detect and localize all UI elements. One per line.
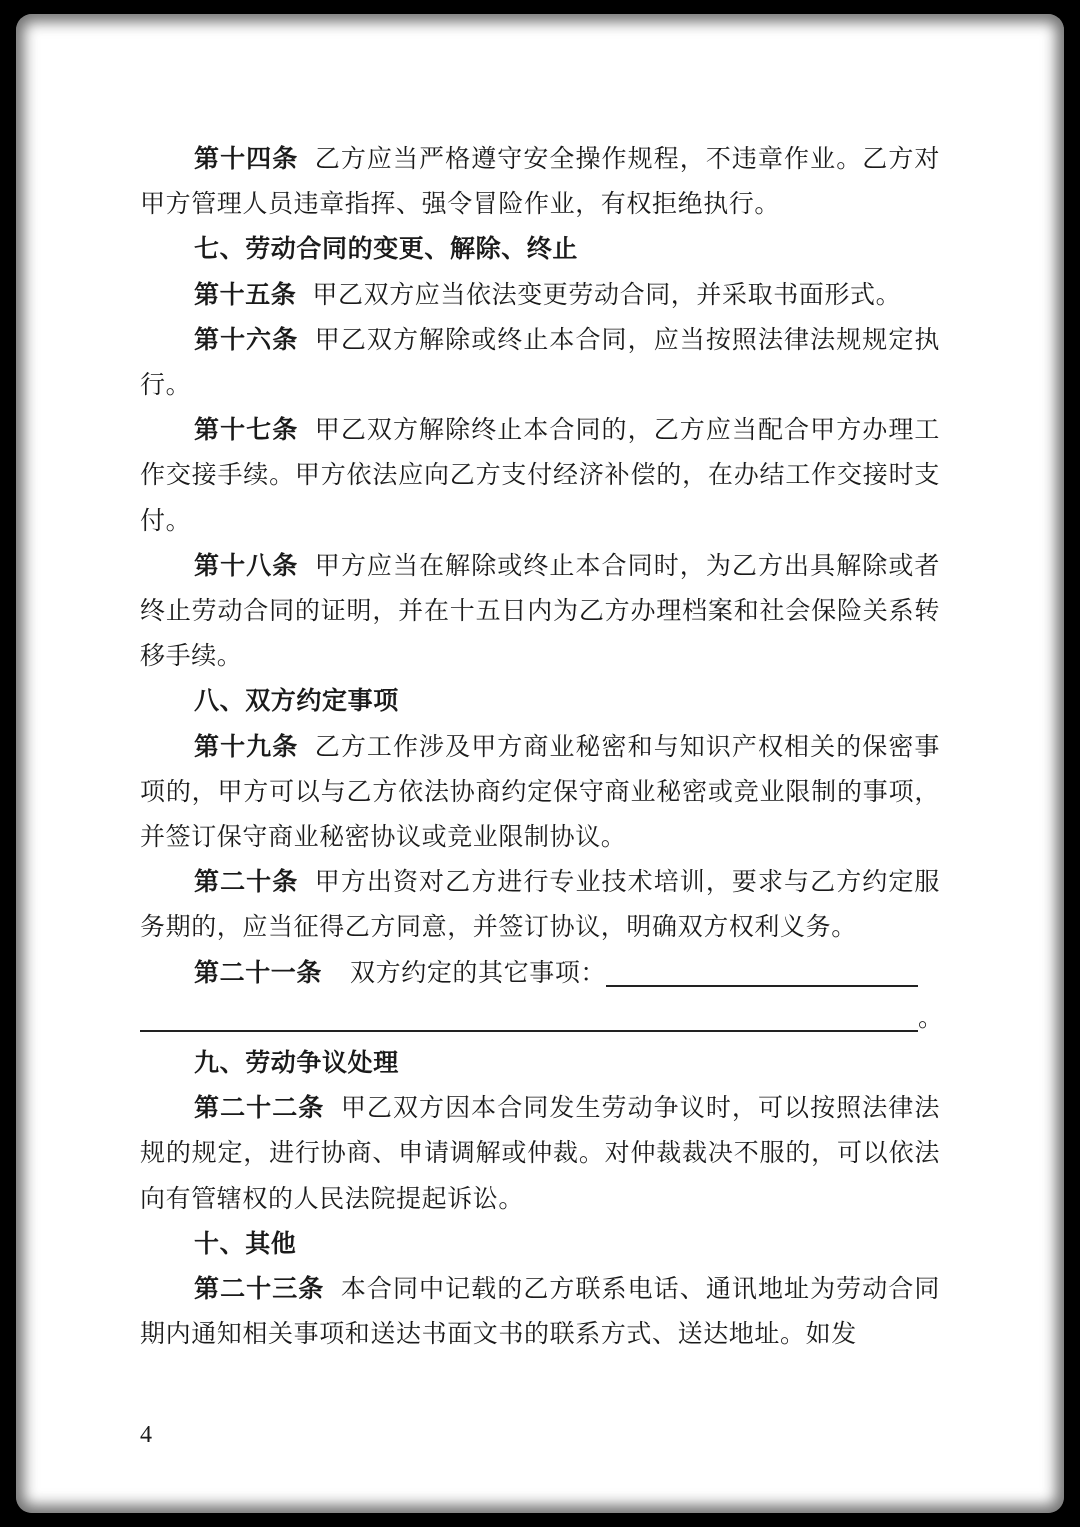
article-label: 第十八条 [194,550,299,580]
article-text: 甲乙双方因本合同发生劳动争议时，可以按照法律法规的规定，进行协商、申请调解或仲裁。对仲裁裁决不服的，可以依法向有管辖权的人民法院提起诉讼。 [140,1093,940,1213]
fill-in-blank [606,957,918,987]
article-end-mark: 。 [918,1002,944,1032]
article-22 [140,1085,940,1221]
article-label: 第二十二条 [194,1093,325,1123]
article-20 [140,859,940,949]
document-body [140,136,944,1356]
section-heading-7: 七、劳动合同的变更、解除、终止 [194,234,579,264]
article-19 [140,724,940,860]
page-number: 4 [140,1422,152,1448]
document-page [16,14,1064,1513]
article-label: 第二十条 [194,867,299,897]
article-17 [140,407,940,543]
article-15 [140,272,940,317]
article-16 [140,317,940,407]
section-heading-10: 十、其他 [194,1228,297,1258]
section-heading-8: 八、双方约定事项 [194,686,399,716]
article-text: 甲乙双方解除或终止本合同，应当按照法律法规规定执行。 [140,324,941,400]
article-text: 乙方工作涉及甲方商业秘密和与知识产权相关的保密事项的，甲方可以与乙方依法协商约定保守商业秘密或竞业限制的事项，并签订保守商业秘密协议或竞业限制协议。 [140,731,941,852]
article-21-continuation [140,995,944,1040]
fill-in-blank-full-line [140,1002,918,1032]
article-label: 第十七条 [194,415,299,445]
article-text: 甲乙双方应当依法变更劳动合同，并采取书面形式。 [312,279,902,309]
article-14 [140,136,940,226]
article-21 [140,950,940,995]
article-text: 甲方出资对乙方进行专业技术培训，要求与乙方约定服务期的，应当征得乙方同意，并签订协议，明确双方权利义务。 [140,867,941,942]
article-18 [140,543,940,679]
article-label: 第十五条 [194,279,297,309]
article-label: 第十四条 [194,144,299,173]
article-text: 甲乙双方解除终止本合同的，乙方应当配合甲方办理工作交接手续。甲方依法应向乙方支付经济补偿的，在办结工作交接时支付。 [140,415,941,535]
article-label: 第二十三条 [194,1274,325,1304]
article-label: 第二十一条 [194,957,323,987]
article-label: 第十九条 [194,731,299,761]
article-23 [140,1266,940,1356]
article-label: 第十六条 [194,324,299,354]
section-heading-9: 九、劳动争议处理 [194,1048,399,1078]
article-text: 本合同中记载的乙方联系电话、通讯地址为劳动合同期内通知相关事项和送达书面文书的联系方式、送达地址。如发 [140,1274,940,1349]
article-text: 甲方应当在解除或终止本合同时，为乙方出具解除或者终止劳动合同的证明，并在十五日内为乙方办理档案和社会保险关系转移手续。 [140,550,941,671]
article-text: 双方约定的其它事项： [350,957,607,987]
article-text: 乙方应当严格遵守安全操作规程，不违章作业。乙方对甲方管理人员违章指挥、强令冒险作业，有权拒绝执行。 [140,144,941,219]
